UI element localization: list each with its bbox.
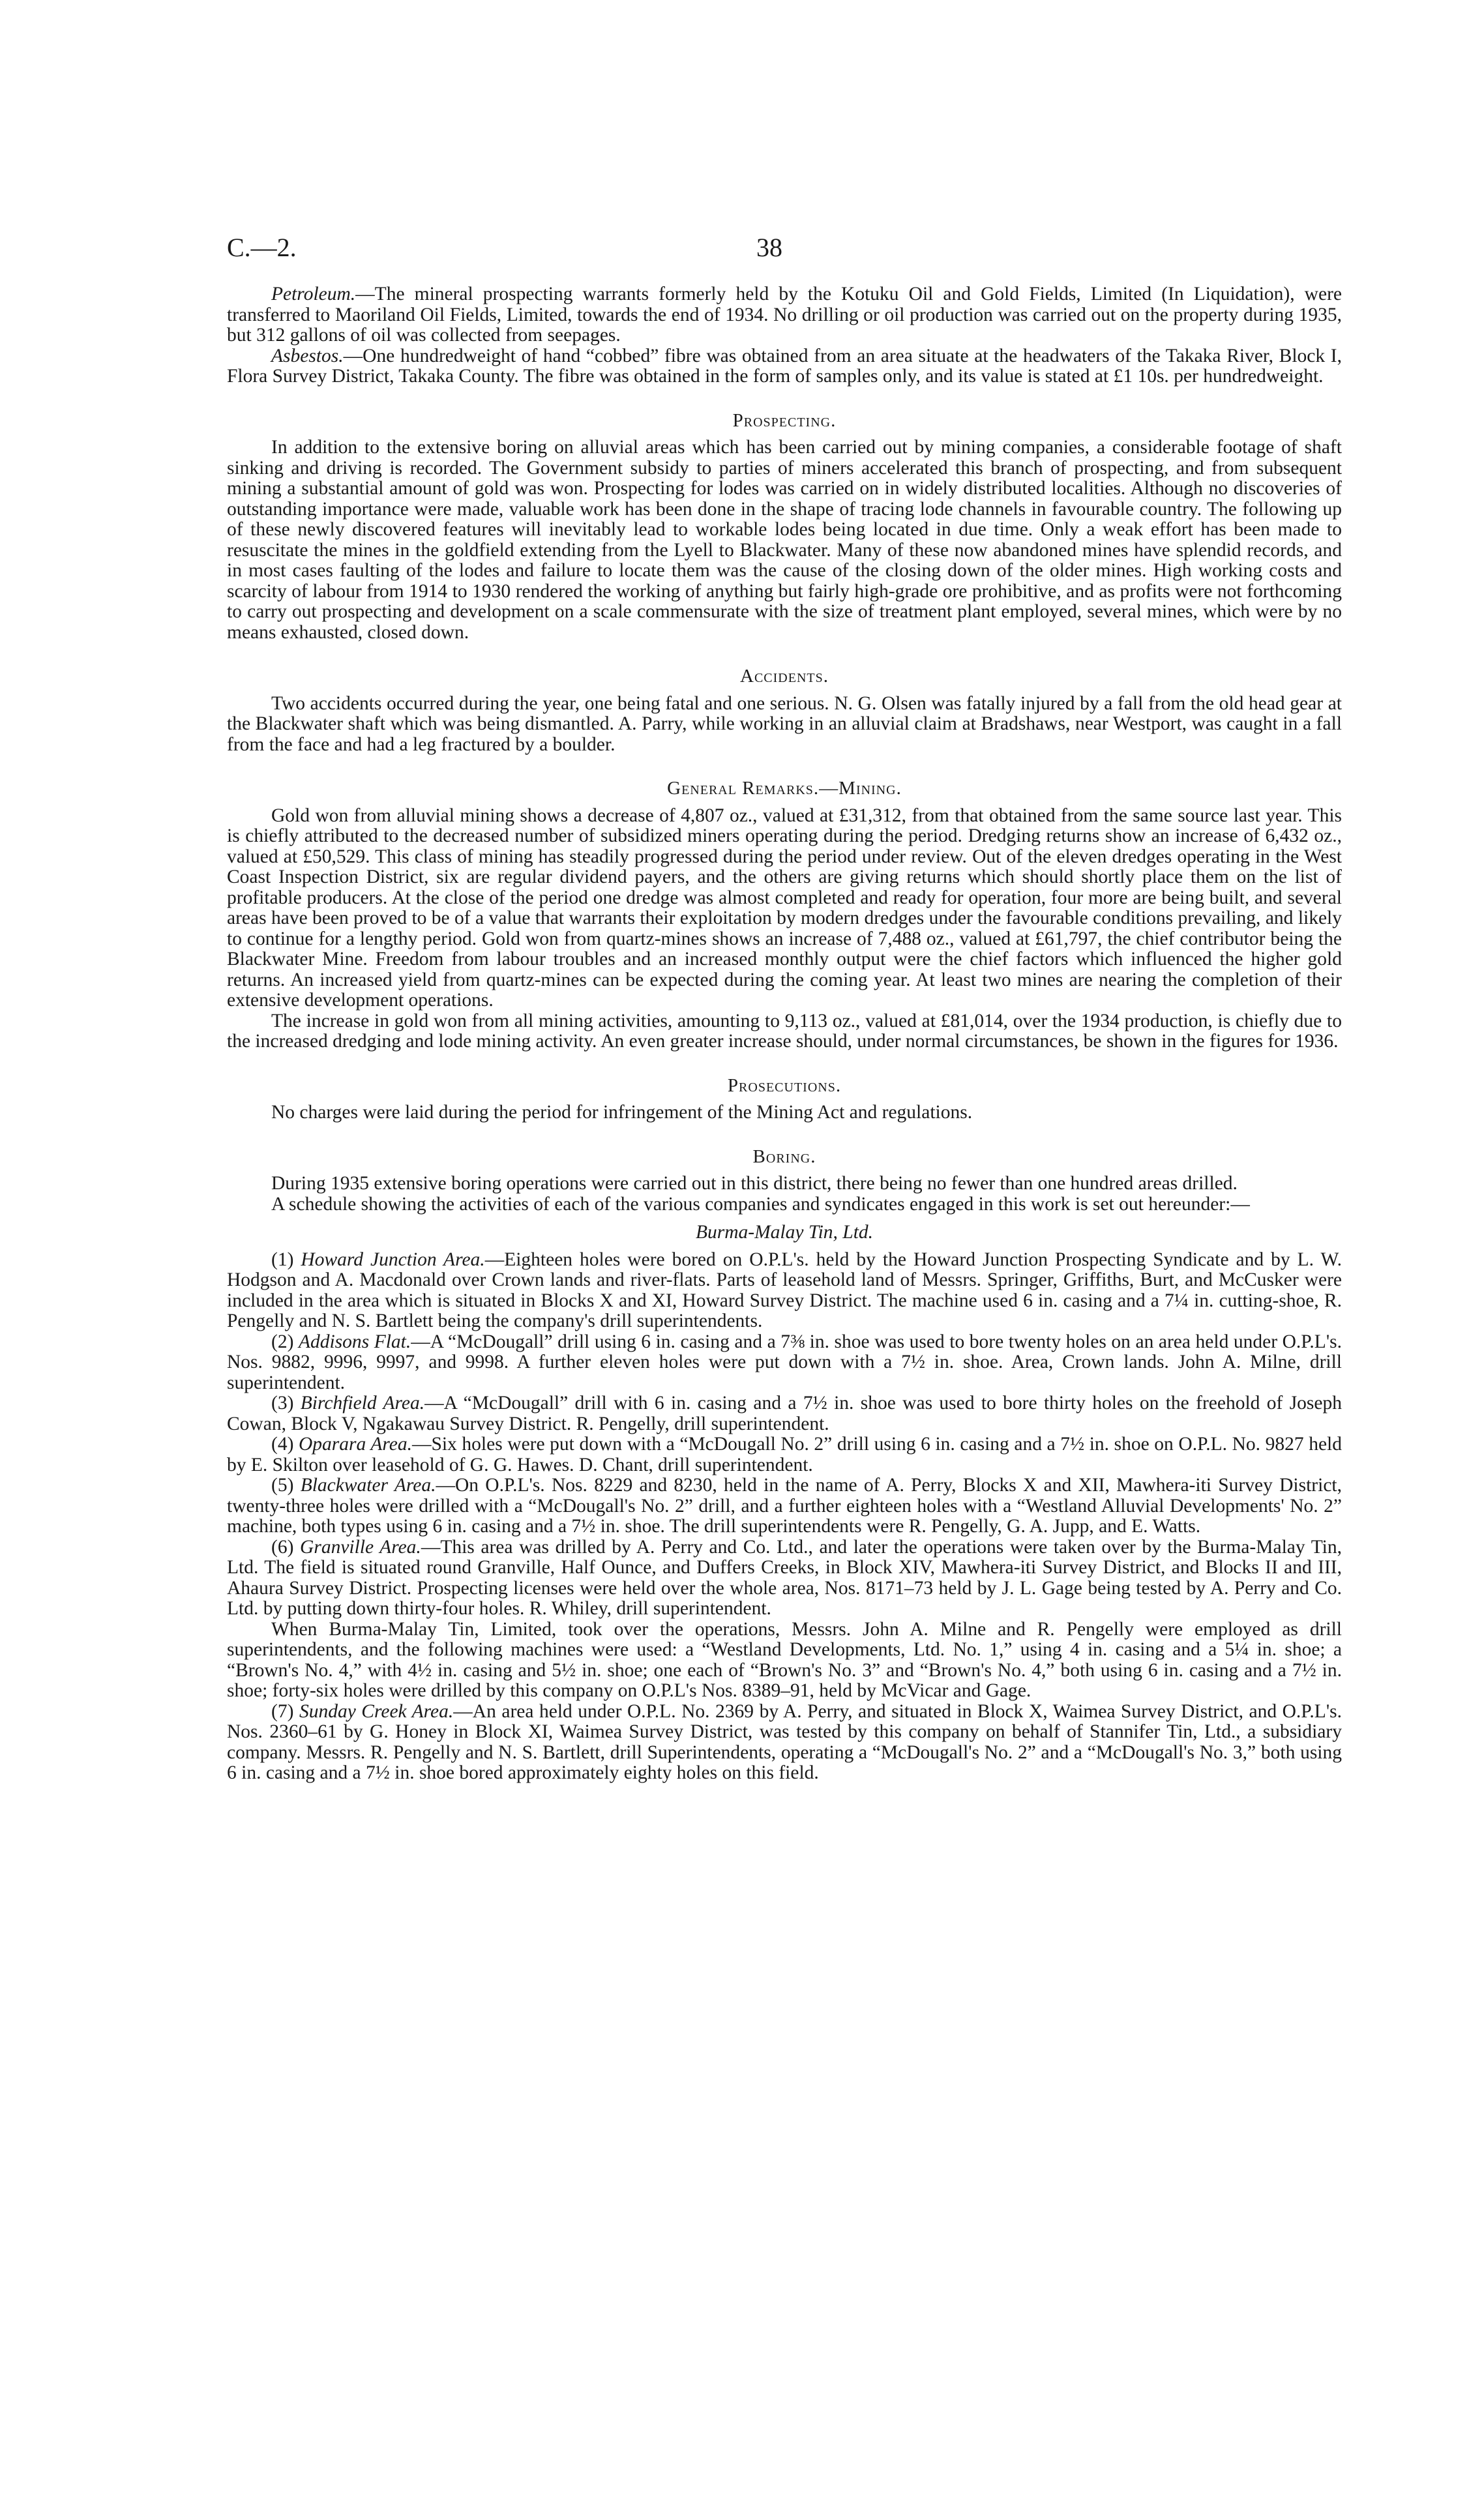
item-6-number: (6) xyxy=(271,1536,301,1558)
petroleum-lead: Petroleum. xyxy=(271,284,356,304)
item-5-lead: Blackwater Area. xyxy=(300,1475,436,1496)
item-birchfield xyxy=(227,1393,1342,1434)
item-6-lead: Granville Area. xyxy=(300,1536,421,1558)
item-howard-junction xyxy=(227,1250,1342,1332)
item-3-lead: Birchfield Area. xyxy=(300,1393,425,1414)
item-3-number: (3) xyxy=(271,1393,301,1414)
boring-paragraph-1: During 1935 extensive boring operations were carried out in this district, there being no fewer than one hundred areas drilled. xyxy=(271,1173,1238,1194)
item-4-number: (4) xyxy=(271,1434,299,1455)
boring-paragraph-2: A schedule showing the activities of each of the various companies and syndicates engaged in this work is set out hereunder:— xyxy=(271,1193,1250,1215)
remarks-paragraph-2: The increase in gold won from all mining activities, amounting to 9,113 oz., valued at £81,014, over the 1934 production, is chiefly due to the increased dredging and lode mining activity. An even greater increase should, under normal circumstances, be shown in the figures for 1936. xyxy=(227,1010,1342,1052)
asbestos-text: —One hundredweight of hand “cobbed” fibre was obtained from an area situate at the headwaters of the Takaka River, Block I, Flora Survey District, Takaka County. The fibre was obtained in the form of samples only, and its value is stated at £1 10s. per hundredweight. xyxy=(227,345,1342,387)
asbestos-lead: Asbestos. xyxy=(271,345,344,366)
item-5-number: (5) xyxy=(271,1475,301,1496)
item-2-number: (2) xyxy=(271,1331,299,1352)
prospecting-heading: Prospecting. xyxy=(732,409,837,431)
item-1-lead: Howard Junction Area. xyxy=(301,1249,485,1270)
item-7-number: (7) xyxy=(271,1700,299,1722)
item-2-lead: Addisons Flat. xyxy=(298,1331,411,1352)
item-granville-continued: When Burma-Malay Tin, Limited, took over the operations, Messrs. John A. Milne and R. Pengelly were employed as drill superintendents, and the following machines were used: a “Westland Developments, Ltd. No. 1,” using 4 in. casing and a 5¼ in. shoe; a “Brown's No. 4,” with 4½ in. casing and 5½ in. shoe; one each of “Brown's No. 3” and “Brown's No. 4,” both using 6 in. casing and a 7½ in. shoe; forty-six holes were drilled by this company on O.P.L's Nos. 8389–91, held by McVicar and Gage. xyxy=(227,1618,1342,1701)
item-addisons-flat xyxy=(227,1332,1342,1394)
item-oparara xyxy=(227,1434,1342,1475)
petroleum-text: —The mineral prospecting warrants formerly held by the Kotuku Oil and Gold Fields, Limited (In Liquidation), were transferred to Maoriland Oil Fields, Limited, towards the end of 1934. No drilling or oil production was carried out on the property during 1935, but 312 gallons of oil was collected from seepages. xyxy=(227,284,1342,346)
petroleum-paragraph xyxy=(227,284,1342,346)
item-4-text: —Six holes were put down with a “McDougall No. 2” drill using 6 in. casing and a 7½ in. shoe on O.P.L. No. 9827 held by E. Skilton over leasehold of G. G. Hawes. D. Chant, drill superintendent. xyxy=(227,1434,1342,1475)
item-1-number: (1) xyxy=(271,1249,301,1270)
item-1-text: —Eighteen holes were bored on O.P.L's. held by the Howard Junction Prospecting Syndicate and by L. W. Hodgson and A. Macdonald over Crown lands and river-flats. Parts of leasehold land of Messrs. Springer, Griffiths, Burt, and McCusker were included in the area which is situated in Blocks X and XI, Howard Survey District. The machine used 6 in. casing and a 7¼ in. cutting-shoe, R. Pengelly and N. S. Bartlett being the company's drill superintendents. xyxy=(227,1249,1342,1331)
prosecutions-paragraph: No charges were laid during the period for infringement of the Mining Act and regulations. xyxy=(271,1102,973,1123)
item-7-text: —An area held under O.P.L. No. 2369 by A. Perry, and situated in Block X, Waimea Survey District, and O.P.L's. Nos. 2360–61 by G. Honey in Block XI, Waimea Survey District, was tested by this company on behalf of Stannifer Tin, Ltd., a subsidiary company. Messrs. R. Pengelly and N. S. Bartlett, drill Superintendents, operating a “McDougall's No. 2” and a “McDougall's No. 3,” both using 6 in. casing and a 7½ in. shoe bored approximately eighty holes on this field. xyxy=(227,1700,1342,1783)
page-number: 38 xyxy=(756,233,782,262)
item-granville xyxy=(227,1537,1342,1620)
item-2-text: —A “McDougall” drill using 6 in. casing and a 7⅜ in. shoe was used to bore twenty holes on an area held under O.P.L's. Nos. 9882, 9996, 9997, and 9998. A further eleven holes were put down with a 7½ in. shoe. Area, Crown lands. John A. Milne, drill superintendent. xyxy=(227,1331,1342,1393)
boring-heading: Boring. xyxy=(752,1146,816,1167)
accidents-heading: Accidents. xyxy=(740,666,829,687)
general-remarks-heading: General Remarks.—Mining. xyxy=(667,778,902,799)
page-body xyxy=(227,284,1342,1784)
prospecting-paragraph: In addition to the extensive boring on alluvial areas which has been carried out by mining companies, a considerable footage of shaft sinking and driving is recorded. The Government subsidy to parties of miners accelerated this branch of prospecting, and from subsequent mining a substantial amount of gold was won. Prospecting for lodes was carried on in widely distributed localities. Although no discoveries of outstanding importance were made, valuable work has been done in the shape of tracing lode channels in favourable country. The following up of these newly discovered features will inevitably lead to workable lodes being located in due time. Only a weak effort has been made to resuscitate the mines in the goldfield extending from the Lyell to Blackwater. Many of these now abandoned mines have splendid records, and in most cases faulting of the lodes and failure to locate them was the cause of the closing down of the older mines. High working costs and scarcity of labour from 1914 to 1930 rendered the working of anything but fairly high-grade ore prohibitive, and as profits were not forthcoming to carry out prospecting and development on a scale commensurate with the size of treatment plant employed, several mines, which were by no means exhausted, closed down. xyxy=(227,437,1342,643)
item-sunday-creek xyxy=(227,1702,1342,1784)
burma-malay-heading: Burma-Malay Tin, Ltd. xyxy=(695,1222,874,1243)
item-3-text: —A “McDougall” drill with 6 in. casing and a 7½ in. shoe was used to bore thirty holes on the freehold of Joseph Cowan, Block V, Ngakawau Survey District. R. Pengelly, drill superintendent. xyxy=(227,1393,1343,1434)
report-code: C.—2. xyxy=(227,233,297,262)
item-blackwater xyxy=(227,1475,1342,1537)
item-6-text: —This area was drilled by A. Perry and Co. Ltd., and later the operations were taken over by the Burma-Malay Tin, Ltd. The field is situated round Granville, Half Ounce, and Duffers Creeks, in Block XIV, Mawhera-iti Survey District, and Blocks II and III, Ahaura Survey District. Prospecting licenses were held over the whole area, Nos. 8171–73 held by J. L. Gage being tested by A. Perry and Co. Ltd. by putting down thirty-four holes. R. Whiley, drill superintendent. xyxy=(227,1536,1342,1619)
asbestos-paragraph xyxy=(227,346,1342,387)
item-5-text: —On O.P.L's. Nos. 8229 and 8230, held in the name of A. Perry, Blocks X and XII, Mawhera-iti Survey District, twenty-three holes were drilled with a “McDougall's No. 2” drill, and a further eighteen holes with a “Westland Alluvial Developments' No. 2” machine, both types using 6 in. casing and a 7½ in. shoe. The drill superintendents were R. Pengelly, G. A. Jupp, and E. Watts. xyxy=(227,1475,1342,1537)
item-4-lead: Oparara Area. xyxy=(299,1434,412,1455)
accidents-paragraph: Two accidents occurred during the year, one being fatal and one serious. N. G. Olsen was fatally injured by a fall from the old head gear at the Blackwater shaft which was being dismantled. A. Parry, while working in an alluvial claim at Bradshaws, near Westport, was caught in a fall from the face and had a leg fractured by a boulder. xyxy=(227,692,1342,755)
prosecutions-heading: Prosecutions. xyxy=(727,1074,842,1096)
item-7-lead: Sunday Creek Area. xyxy=(299,1700,454,1722)
remarks-paragraph-1: Gold won from alluvial mining shows a decrease of 4,807 oz., valued at £31,312, from that obtained from the same source last year. This is chiefly attributed to the decreased number of subsidized miners operating during the period. Dredging returns show an increase of 6,432 oz., valued at £50,529. This class of mining has steadily progressed during the period under review. Out of the eleven dredges operating in the West Coast Inspection District, six are regular dividend payers, and the others are giving returns which should shortly place them on the list of profitable producers. At the close of the period one dredge was almost completed and ready for operation, four more are being built, and several areas have been proved to be of a value that warrants their exploitation by modern dredges under the favourable conditions prevailing, and likely to continue for a lengthy period. Gold won from quartz-mines shows an increase of 7,488 oz., valued at £61,797, the chief contributor being the Blackwater Mine. Freedom from labour troubles and an increased monthly output were the chief factors which influenced the higher gold returns. An increased yield from quartz-mines can be expected during the coming year. At least two mines are nearing the completion of their extensive development operations. xyxy=(227,805,1342,1011)
